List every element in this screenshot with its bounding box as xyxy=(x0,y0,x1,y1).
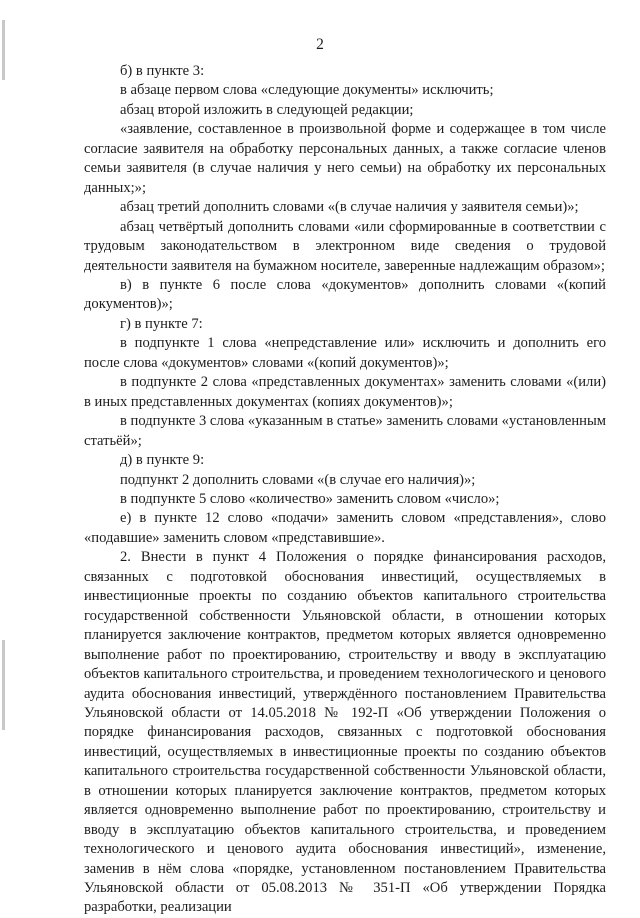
paragraph: д) в пункте 9: xyxy=(120,452,205,469)
paragraph: в абзаце первом слова «следующие документы» исключить; xyxy=(120,82,494,99)
paragraph: «заявление, составленное в произвольной форме и содержащее в том числе согласие заявителя на обработку персональных данных, а также согласие членов семьи заявителя (в случае наличия у него семьи) на обработку их персональных данных;»; xyxy=(84,121,606,196)
paragraph: абзац второй изложить в следующей редакции; xyxy=(120,101,414,118)
paragraph: в подпункте 1 слова «непредставление или» исключить и дополнить его после слова «документов» словами «(копий документов)»; xyxy=(84,335,606,371)
paragraph: в подпункте 5 слово «количество» заменить словом «число»; xyxy=(120,490,500,507)
paragraph: г) в пункте 7: xyxy=(120,315,203,332)
paragraph: в) в пункте 6 после слова «документов» дополнить словами «(копий документов)»; xyxy=(84,276,606,313)
paragraph: в подпункте 3 слова «указанным в статье» заменить словами «установленным статьёй»; xyxy=(84,413,606,449)
paragraph: абзац третий дополнить словами «(в случае наличия у заявителя семьи)»; xyxy=(120,199,579,216)
page-number: 2 xyxy=(316,36,324,53)
paragraph: абзац четвёртый дополнить словами «или сформированные в соответствии с трудовым законодательством в электронном виде сведения о трудовой деятельности заявителя на бумажном носителе, заверенные надлежащим образом»; xyxy=(84,218,606,274)
document-body xyxy=(84,62,606,918)
paragraph: подпункт 2 дополнить словами «(в случае его наличия)»; xyxy=(120,471,476,488)
scan-edge-mark xyxy=(2,640,5,730)
paragraph: е) в пункте 12 слово «подачи» заменить словом «представления», слово «подавшие» заменить словом «представившие». xyxy=(84,510,606,546)
paragraph: б) в пункте 3: xyxy=(120,63,205,79)
paragraph: 2. Внести в пункт 4 Положения о порядке финансирования расходов, связанных с подготовкой обоснования инвестиций, осуществляемых в инвестиционные проекты по созданию объектов капитального строительства государственной собственности Ульяновской области, в отношении которых планируется заключение контрактов, предметом которых является одновременно выполнение работ по проектированию, строительству и вводу в эксплуатацию объектов капитального строительства, и проведением технологического и ценового аудита обоснования инвестиций, утверждённого постановлением Правительства Ульяновской области от 14.05.2018 № 192-П «Об утверждении Положения о порядке финансирования расходов, связанных с подготовкой обоснования инвестиций, осуществляемых в инвестиционные проекты по созданию объектов капитального строительства государственной собственности Ульяновской области, в отношении которых планируется заключение контрактов, предметом которых является одновременно выполнение работ по проектированию, строительству и вводу в эксплуатацию объектов капитального строительства, и проведением технологического и ценового аудита обоснования инвестиций», изменение, заменив в нём слова «порядке, установленном постановлением Правительства Ульяновской области от 05.08.2013 № 351-П «Об утверждении Порядка разработки, реализации xyxy=(84,549,606,916)
paragraph: в подпункте 2 слова «представленных документах» заменить словами «(или) в иных представленных документах (копиях документов)»; xyxy=(84,374,606,410)
